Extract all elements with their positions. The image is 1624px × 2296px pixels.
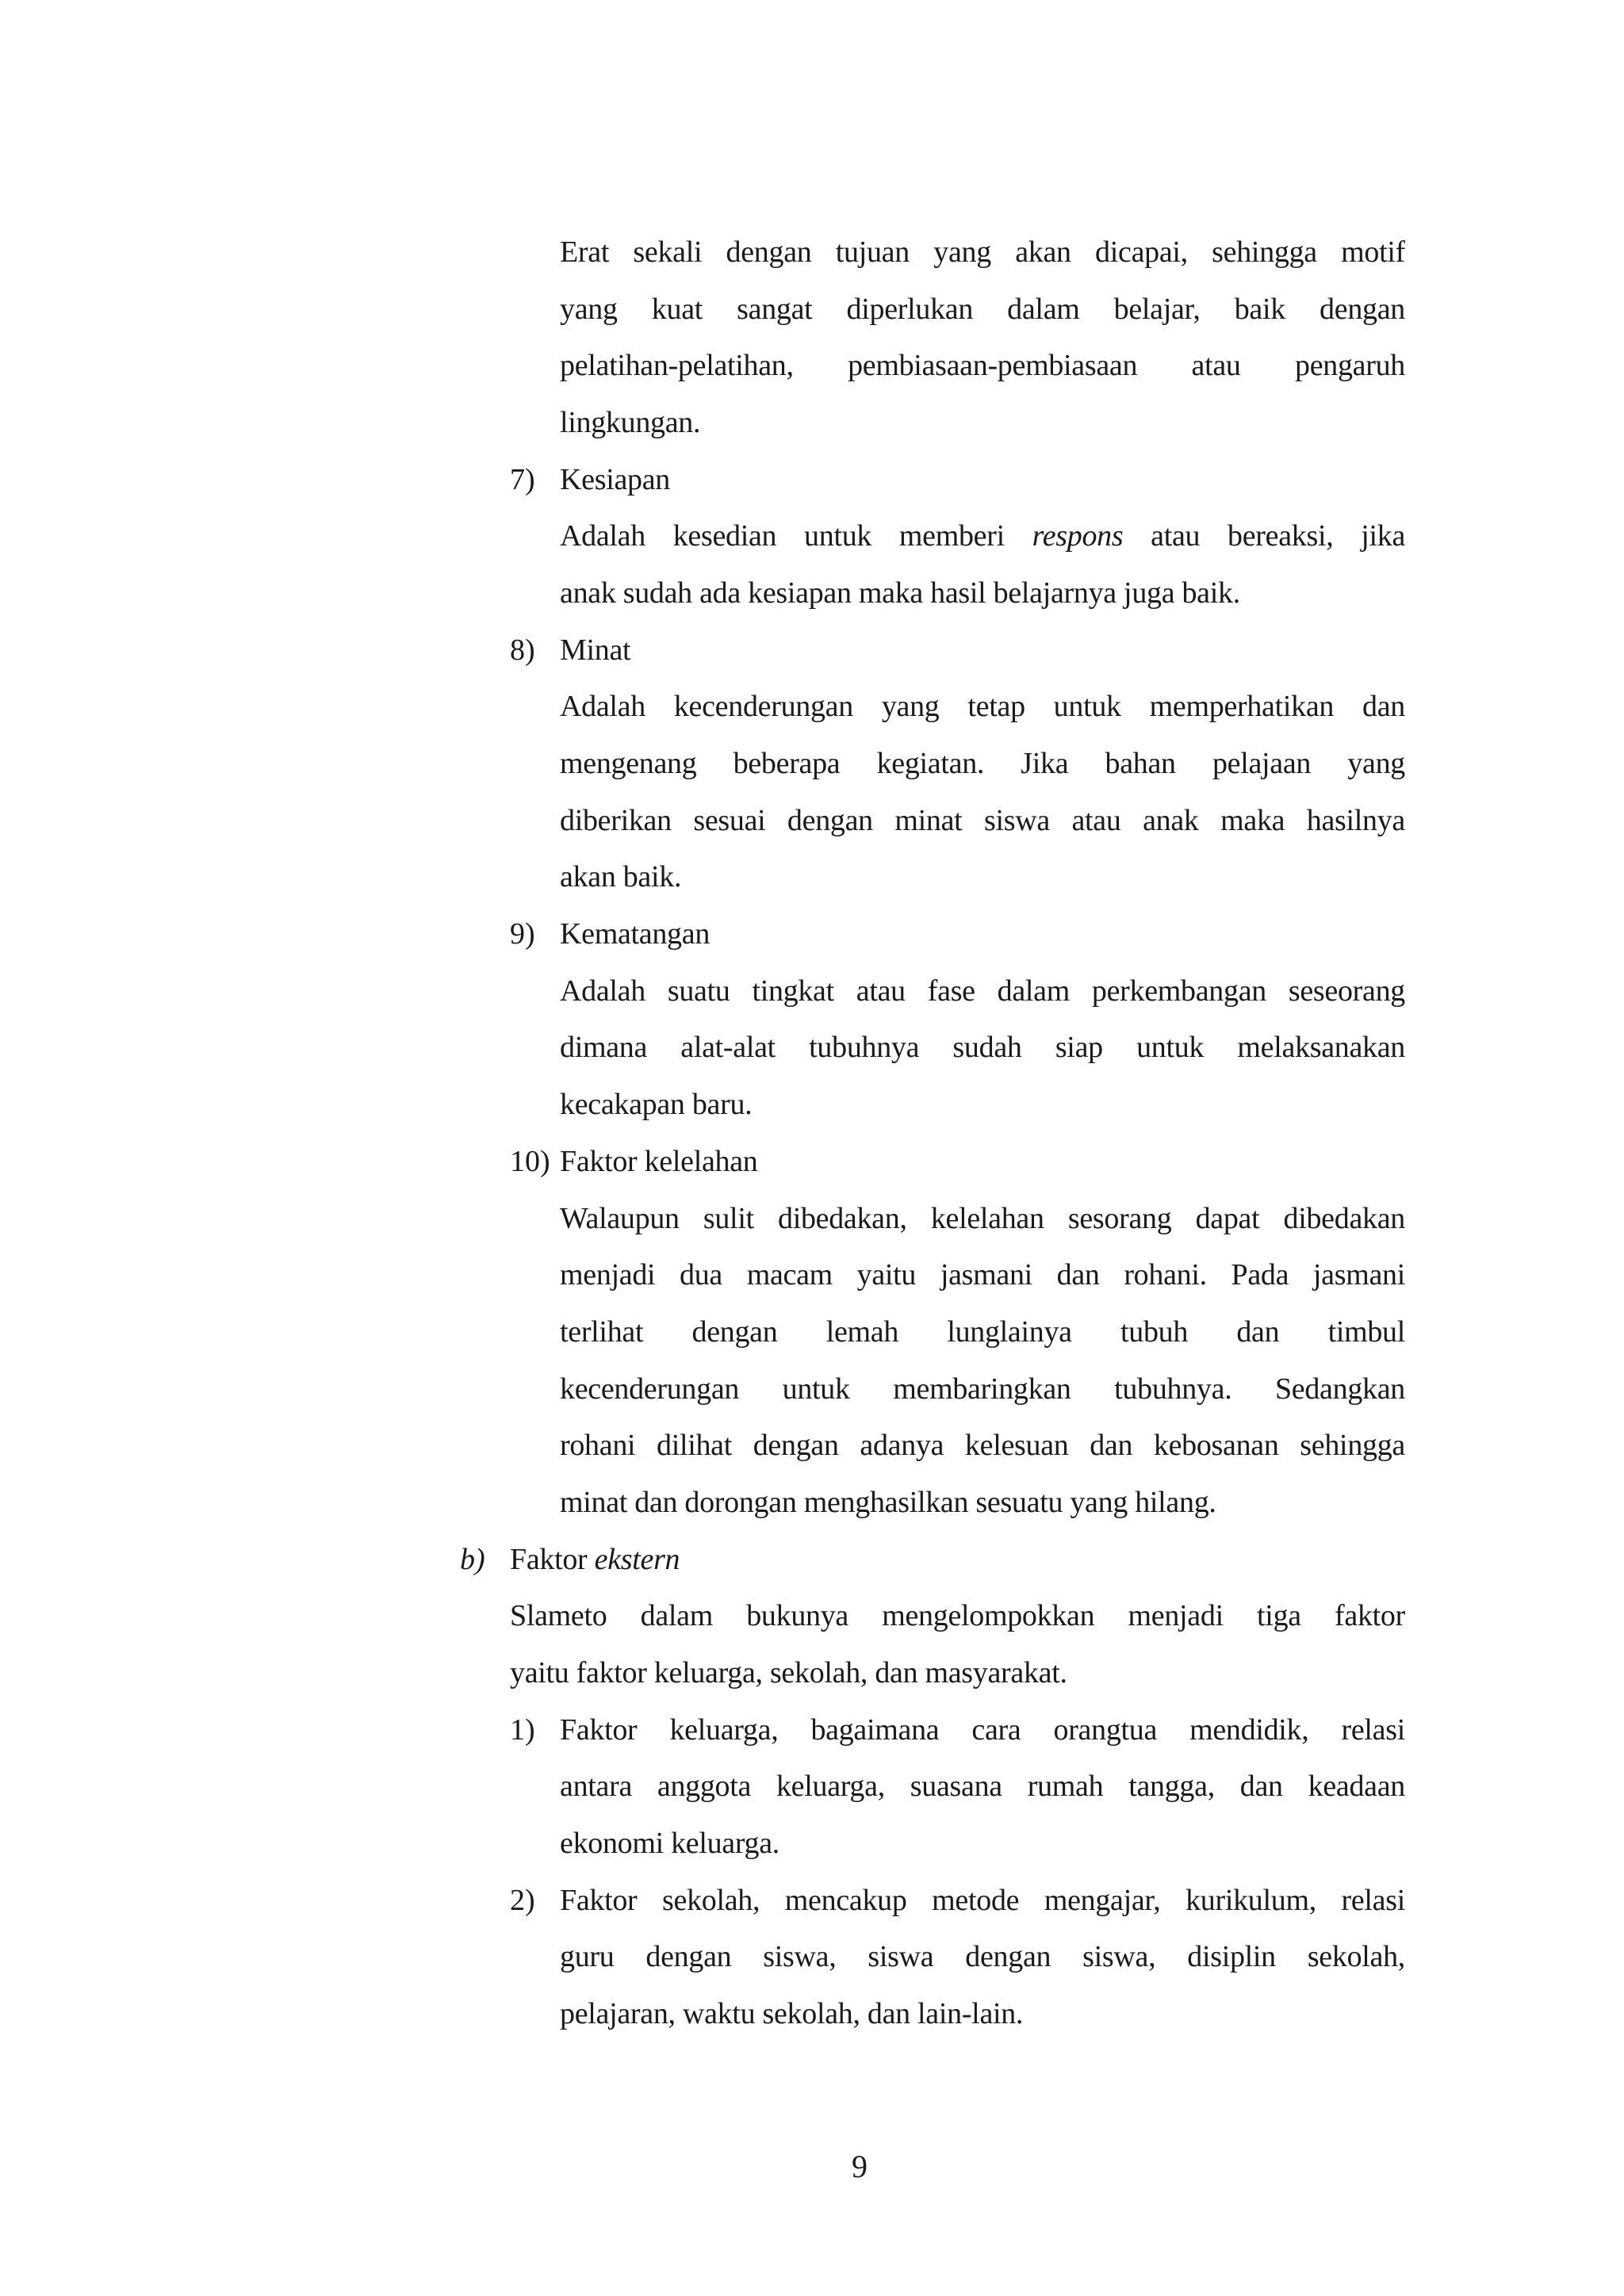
- paragraph-line: minat dan dorongan menghasilkan sesuatu yang hilang.: [560, 1486, 1216, 1519]
- list-number: 7): [510, 463, 535, 496]
- list-item-title: Kematangan: [560, 917, 710, 951]
- list-number: 1): [510, 1713, 535, 1747]
- list-item-title: Kesiapan: [560, 463, 670, 496]
- text-segment: Adalah kesedian untuk memberi: [560, 519, 1005, 553]
- paragraph-line: yaitu faktor keluarga, sekolah, dan masyarakat.: [510, 1656, 1067, 1689]
- paragraph-line: Faktor sekolah, mencakup metode mengajar, kurikulum, relasi: [560, 1884, 1405, 1917]
- paragraph-line: ekonomi keluarga.: [560, 1827, 780, 1860]
- paragraph-line: pelatihan-pelatihan, pembiasaan-pembiasaan atau pengaruh: [560, 349, 1405, 382]
- paragraph-line: Adalah suatu tingkat atau fase dalam perkembangan seseorang: [560, 974, 1405, 1008]
- text-segment: Faktor: [510, 1543, 588, 1576]
- paragraph-line: terlihat dengan lemah lunglainya tubuh dan timbul: [560, 1315, 1405, 1349]
- paragraph-line: akan baik.: [560, 860, 682, 894]
- paragraph-line: yang kuat sangat diperlukan dalam belajar, baik dengan: [560, 293, 1405, 326]
- paragraph-line: anak sudah ada kesiapan maka hasil belajarnya juga baik.: [560, 576, 1240, 610]
- text-segment: atau bereaksi, jika: [1151, 519, 1405, 553]
- paragraph-line: Walaupun sulit dibedakan, kelelahan sesorang dapat dibedakan: [560, 1202, 1405, 1235]
- paragraph-line: Slameto dalam bukunya mengelompokkan menjadi tiga faktor: [510, 1599, 1405, 1632]
- paragraph-line: pelajaran, waktu sekolah, dan lain-lain.: [560, 1997, 1024, 2030]
- paragraph-line: [560, 518, 1405, 554]
- paragraph-line: diberikan sesuai dengan minat siswa atau anak maka hasilnya: [560, 804, 1405, 837]
- paragraph-line: mengenang beberapa kegiatan. Jika bahan pelajaan yang: [560, 747, 1405, 780]
- paragraph-line: Faktor keluarga, bagaimana cara orangtua mendidik, relasi: [560, 1713, 1405, 1747]
- paragraph-line: rohani dilihat dengan adanya kelesuan dan kebosanan sehingga: [560, 1429, 1405, 1462]
- paragraph-line: menjadi dua macam yaitu jasmani dan rohani. Pada jasmani: [560, 1258, 1405, 1292]
- paragraph-line: lingkungan.: [560, 406, 701, 439]
- paragraph-line: dimana alat-alat tubuhnya sudah siap untuk melaksanakan: [560, 1031, 1405, 1064]
- list-item-title: Faktor kelelahan: [560, 1145, 758, 1178]
- italic-term: ekstern: [594, 1543, 680, 1576]
- paragraph-line: Erat sekali dengan tujuan yang akan dicapai, sehingga motif: [560, 235, 1405, 269]
- paragraph-line: antara anggota keluarga, suasana rumah tangga, dan keadaan: [560, 1770, 1405, 1803]
- page-number: 9: [852, 2149, 868, 2184]
- list-number: 8): [510, 633, 535, 667]
- paragraph-line: guru dengan siswa, siswa dengan siswa, disiplin sekolah,: [560, 1940, 1405, 1973]
- paragraph-line: kecakapan baru.: [560, 1088, 753, 1121]
- paragraph-line: Adalah kecenderungan yang tetap untuk memperhatikan dan: [560, 690, 1405, 723]
- list-number: 9): [510, 917, 535, 951]
- list-number: 2): [510, 1884, 535, 1917]
- list-item-title: Minat: [560, 633, 631, 667]
- section-label: b): [460, 1543, 485, 1576]
- paragraph-line: kecenderungan untuk membaringkan tubuhnya. Sedangkan: [560, 1372, 1405, 1406]
- list-number: 10): [510, 1145, 550, 1178]
- italic-term: respons: [1032, 519, 1124, 553]
- section-title: [510, 1541, 680, 1578]
